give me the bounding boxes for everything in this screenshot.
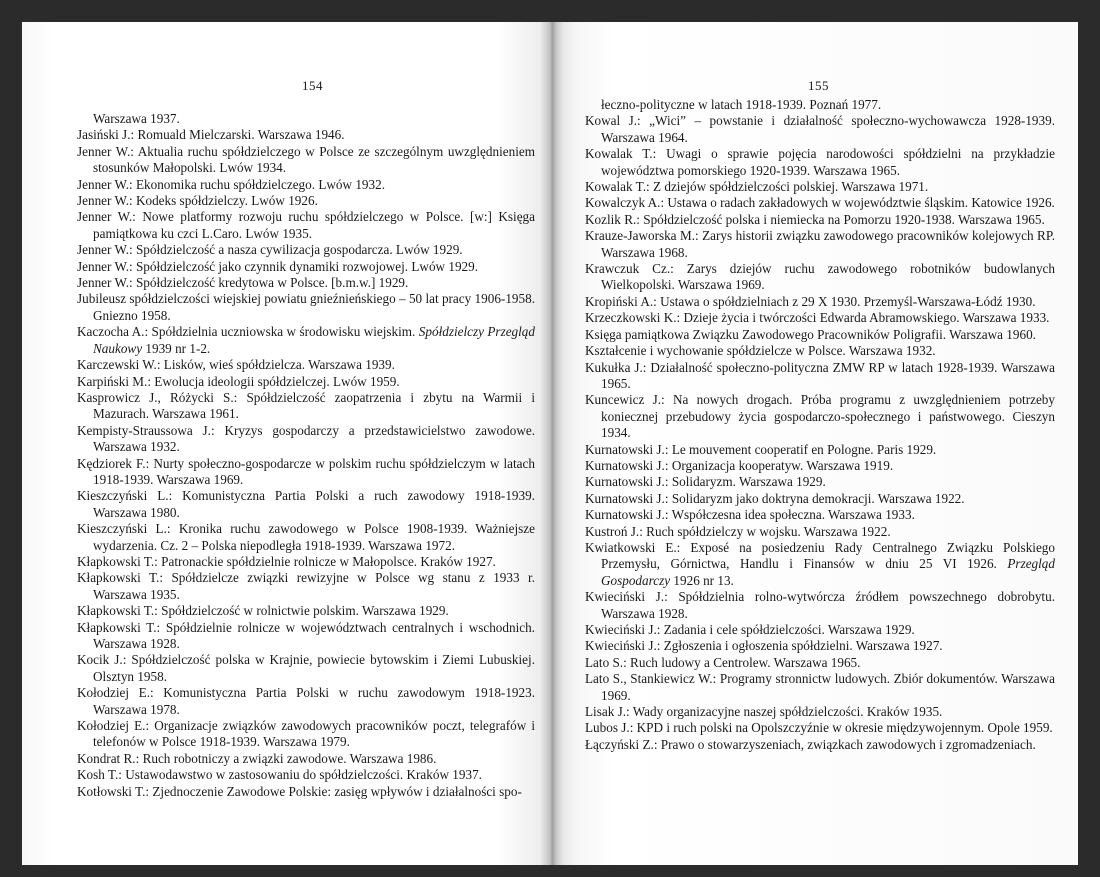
entry-text: Kurnatowski J.: Współczesna idea społeczna. Warszawa 1933.: [585, 507, 915, 523]
entry-text: Lisak J.: Wady organizacyjne naszej spółdzielczości. Kraków 1935.: [585, 704, 943, 720]
entry-text: Kempisty-Straussowa J.: Kryzys gospodarczy a przedstawicielstwo zawodowe. Warszawa 1932.: [77, 422, 535, 455]
book-spread: [22, 22, 1078, 865]
bibliography-entry: [585, 195, 1055, 211]
bibliography-entry: [585, 228, 1055, 261]
bibliography-entry: [585, 360, 1055, 393]
bibliography-entry: [585, 671, 1055, 704]
entry-text: Jenner W.: Kodeks spółdzielczy. Lwów 1926.: [77, 193, 318, 209]
entry-text: Lato S., Stankiewicz W.: Programy stronnictw ludowych. Zbiór dokumentów. Warszawa 1969.: [585, 671, 1055, 703]
entry-text: Jubileusz spółdzielczości wiejskiej powiatu gnieźnieńskiego – 50 lat pracy 1906-1958. Gniezno 1958.: [77, 291, 535, 323]
entry-text: Księga pamiątkowa Związku Zawodowego Pracowników Poligrafii. Warszawa 1960.: [585, 326, 1036, 342]
bibliography-entry: [77, 620, 535, 653]
bibliography-entry: [585, 589, 1055, 622]
entry-text: Kozlik R.: Spółdzielczość polska i niemiecka na Pomorzu 1920-1938. Warszawa 1965.: [585, 211, 1045, 227]
entry-text: Kosh T.: Ustawodawstwo w zastosowaniu do spółdzielczości. Kraków 1937.: [77, 767, 482, 783]
bibliography-entry: [77, 357, 535, 373]
bibliography-entry: [585, 737, 1055, 753]
entry-text: Kasprowicz J., Różycki S.: Spółdzielczość zaopatrzenia i zbytu na Warmii i Mazurach. Warszawa 1961.: [77, 389, 535, 422]
entry-text: Kieszczyński L.: Kronika ruchu zawodowego w Polsce 1908-1939. Ważniejsze wydarzenia. Cz. 2 – Polska niepodległa 1918-1939. Warszawa 1972.: [77, 521, 535, 553]
bibliography-entry: [585, 638, 1055, 654]
entry-text: Kaczocha A.: Spółdzielnia uczniowska w środowisku wiejskim.: [77, 324, 419, 340]
entry-text: Jasiński J.: Romuald Mielczarski. Warszawa 1946.: [77, 127, 345, 143]
entry-text: Kłapkowski T.: Spółdzielczość w rolnictwie polskim. Warszawa 1929.: [77, 603, 449, 619]
entry-text: Kowal J.: „Wici” – powstanie i działalność społeczno-wychowawcza 1928-1939. Warszawa 1964.: [585, 113, 1055, 145]
bibliography-entry: [585, 524, 1055, 540]
bibliography-entry: [585, 704, 1055, 720]
bibliography-entry: [77, 685, 535, 718]
entry-text: Warszawa 1937.: [93, 111, 180, 126]
entry-text: Krawczuk Cz.: Zarys dziejów ruchu zawodowego robotników budowlanych Wielkopolski. Warszawa 1969.: [585, 261, 1055, 293]
bibliography-entry: [585, 507, 1055, 523]
bibliography-entry: [77, 652, 535, 685]
bibliography-entry: [585, 97, 1055, 113]
bibliography-entry: [585, 540, 1055, 589]
entry-text: Kształcenie i wychowanie spółdzielcze w Polsce. Warszawa 1932.: [585, 343, 936, 359]
bibliography-entry: [77, 488, 535, 521]
entry-text: Kotłowski T.: Zjednoczenie Zawodowe Polskie: zasięg wpływów i działalności spo-: [77, 783, 522, 799]
entry-text: Jenner W.: Spółdzielczość jako czynnik dynamiki rozwojowej. Lwów 1929.: [77, 258, 479, 274]
bibliography-entry: [77, 144, 535, 177]
entry-text: Kondrat R.: Ruch robotniczy a związki zawodowe. Warszawa 1986.: [77, 750, 437, 766]
entry-text: Łączyński Z.: Prawo o stowarzyszeniach, związkach zawodowych i zgromadzeniach.: [585, 736, 1036, 752]
entry-text: łeczno-polityczne w latach 1918-1939. Poznań 1977.: [601, 97, 882, 112]
bibliography-entry: [77, 784, 535, 800]
entry-text: Kieszczyński L.: Komunistyczna Partia Polski a ruch zawodowy 1918-1939. Warszawa 1980.: [77, 488, 535, 520]
bibliography-entry: [77, 275, 535, 291]
bibliography-entry: [585, 343, 1055, 359]
entry-text: Kwieciński J.: Spółdzielnia rolno-wytwórcza źródłem powszechnego dobrobytu. Warszawa 1928.: [585, 589, 1055, 621]
bibliography-entry: [585, 655, 1055, 671]
entry-text: Kurnatowski J.: Organizacja kooperatyw. Warszawa 1919.: [585, 457, 894, 473]
bibliography-entry: [77, 456, 535, 489]
bibliography-entry: [77, 390, 535, 423]
bibliography-entry: [585, 179, 1055, 195]
entry-text: Kustroń J.: Ruch spółdzielczy w wojsku. Warszawa 1922.: [585, 523, 891, 539]
entry-text: Jenner W.: Aktualia ruchu spółdzielczego w Polsce ze szczególnym uwzględnieniem stosunków Małopolski. Lwów 1934.: [77, 143, 535, 176]
bibliography-entry: [77, 259, 535, 275]
bibliography-entry: [585, 491, 1055, 507]
entry-text: Lato S.: Ruch ludowy a Centrolew. Warszawa 1965.: [585, 654, 861, 670]
bibliography-entry: [585, 622, 1055, 638]
entry-italic-title: Przegląd Gospodarczy: [601, 556, 1055, 588]
bibliography-entry: [77, 111, 535, 127]
entry-text: Lubos J.: KPD i ruch polski na Opolszczyźnie w okresie międzywojennym. Opole 1959.: [585, 720, 1053, 736]
bibliography-entry: [585, 458, 1055, 474]
bibliography-entry: [77, 209, 535, 242]
entry-text: Kukułka J.: Działalność społeczno-polityczna ZMW RP w latach 1928-1939. Warszawa 1965.: [585, 359, 1055, 391]
entry-text: Karpiński M.: Ewolucja ideologii spółdzielczej. Lwów 1959.: [77, 373, 400, 389]
bibliography-entry: [77, 603, 535, 619]
entry-text: Kwiatkowski E.: Exposé na posiedzeniu Rady Centralnego Związku Polskiego Przemysłu, Górnictwa, Handlu i Finansów w dniu 25 VI 1926.: [585, 539, 1055, 572]
entry-text: Krzeczkowski K.: Dzieje życia i twórczości Edwarda Abramowskiego. Warszawa 1933.: [585, 310, 1050, 326]
bibliography-entry: [77, 521, 535, 554]
bibliography-entry: [585, 261, 1055, 294]
bibliography-list: [585, 97, 1055, 753]
entry-text: Kropiński A.: Ustawa o spółdzielniach z 29 X 1930. Przemyśl-Warszawa-Łódź 1930.: [585, 293, 1036, 309]
bibliography-list: [77, 111, 535, 800]
left-page: [22, 22, 550, 865]
entry-text: Kłapkowski T.: Patronackie spółdzielnie rolnicze w Małopolsce. Kraków 1927.: [77, 553, 496, 569]
entry-text: Kowalak T.: Z dziejów spółdzielczości polskiej. Warszawa 1971.: [585, 179, 929, 195]
bibliography-entry: [585, 474, 1055, 490]
bibliography-entry: [585, 310, 1055, 326]
entry-text: Kwieciński J.: Zgłoszenia i ogłoszenia spółdzielni. Warszawa 1927.: [585, 638, 943, 654]
page-number: 155: [808, 78, 829, 93]
bibliography-entry: [585, 442, 1055, 458]
entry-text: Kwieciński J.: Zadania i cele spółdzielczości. Warszawa 1929.: [585, 622, 915, 637]
entry-text: Kocik J.: Spółdzielczość polska w Krajnie, powiecie bytowskim i Ziemi Lubuskiej. Olsztyn 1958.: [77, 652, 535, 684]
entry-text-after: 1926 nr 13.: [670, 572, 734, 588]
entry-text: Kowalak T.: Uwagi o sprawie pojęcia narodowości spółdzielni na przykładzie województwa pomorskiego 1920-1939. Warszawa 1965.: [585, 146, 1055, 178]
page-number: 154: [302, 78, 323, 93]
bibliography-entry: [585, 146, 1055, 179]
bibliography-entry: [77, 554, 535, 570]
entry-text: Kłapkowski T.: Spółdzielcze związki rewizyjne w Polsce wg stanu z 1933 r. Warszawa 1935.: [77, 570, 535, 602]
entry-italic-title: Spółdzielczy Przegląd Naukowy: [93, 324, 535, 356]
entry-text-after: 1939 nr 1-2.: [142, 340, 211, 356]
entry-text: Kołodziej E.: Komunistyczna Partia Polski w ruchu zawodowym 1918-1923. Warszawa 1978.: [77, 685, 535, 717]
entry-text: Kurnatowski J.: Le mouvement cooperatif en Pologne. Paris 1929.: [585, 441, 937, 457]
bibliography-entry: [77, 324, 535, 357]
entry-text: Kędziorek F.: Nurty społeczno-gospodarcze w polskim ruchu spółdzielczym w latach 1918-1939. Warszawa 1969.: [77, 455, 535, 487]
entry-text: Kołodziej E.: Organizacje związków zawodowych pracowników poczt, telegrafów i telefonów w Polsce 1918-1939. Warszawa 1979.: [77, 718, 535, 750]
entry-text: Jenner W.: Spółdzielczość a nasza cywilizacja gospodarcza. Lwów 1929.: [77, 242, 463, 258]
bibliography-entry: [585, 294, 1055, 310]
entry-text: Jenner W.: Ekonomika ruchu spółdzielczego. Lwów 1932.: [77, 176, 386, 192]
entry-text: Kurnatowski J.: Solidaryzm. Warszawa 1929.: [585, 474, 826, 490]
bibliography-entry: [585, 720, 1055, 736]
bibliography-entry: [77, 291, 535, 324]
bibliography-entry: [585, 327, 1055, 343]
bibliography-entry: [77, 718, 535, 751]
entry-text: Jenner W.: Spółdzielczość kredytowa w Polsce. [b.m.w.] 1929.: [77, 275, 409, 291]
bibliography-entry: [77, 767, 535, 783]
entry-text: Kowalczyk A.: Ustawa o radach zakładowych w województwie śląskim. Katowice 1926.: [585, 195, 1055, 211]
bibliography-entry: [77, 193, 535, 209]
bibliography-entry: [585, 392, 1055, 441]
entry-text: Kuncewicz J.: Na nowych drogach. Próba programu z uwzględnieniem potrzeby koniecznej przebudowy życia gospodarczo-społecznego i państwowego. Cieszyn 1934.: [585, 392, 1055, 441]
bibliography-entry: [585, 212, 1055, 228]
right-page: [550, 22, 1078, 865]
entry-text: Kurnatowski J.: Solidaryzm jako doktryna demokracji. Warszawa 1922.: [585, 490, 965, 506]
entry-text: Karczewski W.: Lisków, wieś spółdzielcza. Warszawa 1939.: [77, 357, 395, 373]
bibliography-entry: [77, 374, 535, 390]
entry-text: Jenner W.: Nowe platformy rozwoju ruchu spółdzielczego w Polsce. [w:] Księga pamiątkowa ku czci L.Caro. Lwów 1935.: [77, 209, 535, 241]
bibliography-entry: [77, 177, 535, 193]
entry-text: Kłapkowski T.: Spółdzielnie rolnicze w województwach centralnych i wschodnich. Warszawa 1928.: [77, 619, 535, 651]
bibliography-entry: [77, 423, 535, 456]
bibliography-entry: [77, 751, 535, 767]
bibliography-entry: [77, 242, 535, 258]
bibliography-entry: [77, 127, 535, 143]
bibliography-entry: [77, 570, 535, 603]
bibliography-entry: [585, 113, 1055, 146]
entry-text: Krauze-Jaworska M.: Zarys historii związku zawodowego pracowników kolejowych RP. Warszawa 1968.: [585, 228, 1055, 260]
